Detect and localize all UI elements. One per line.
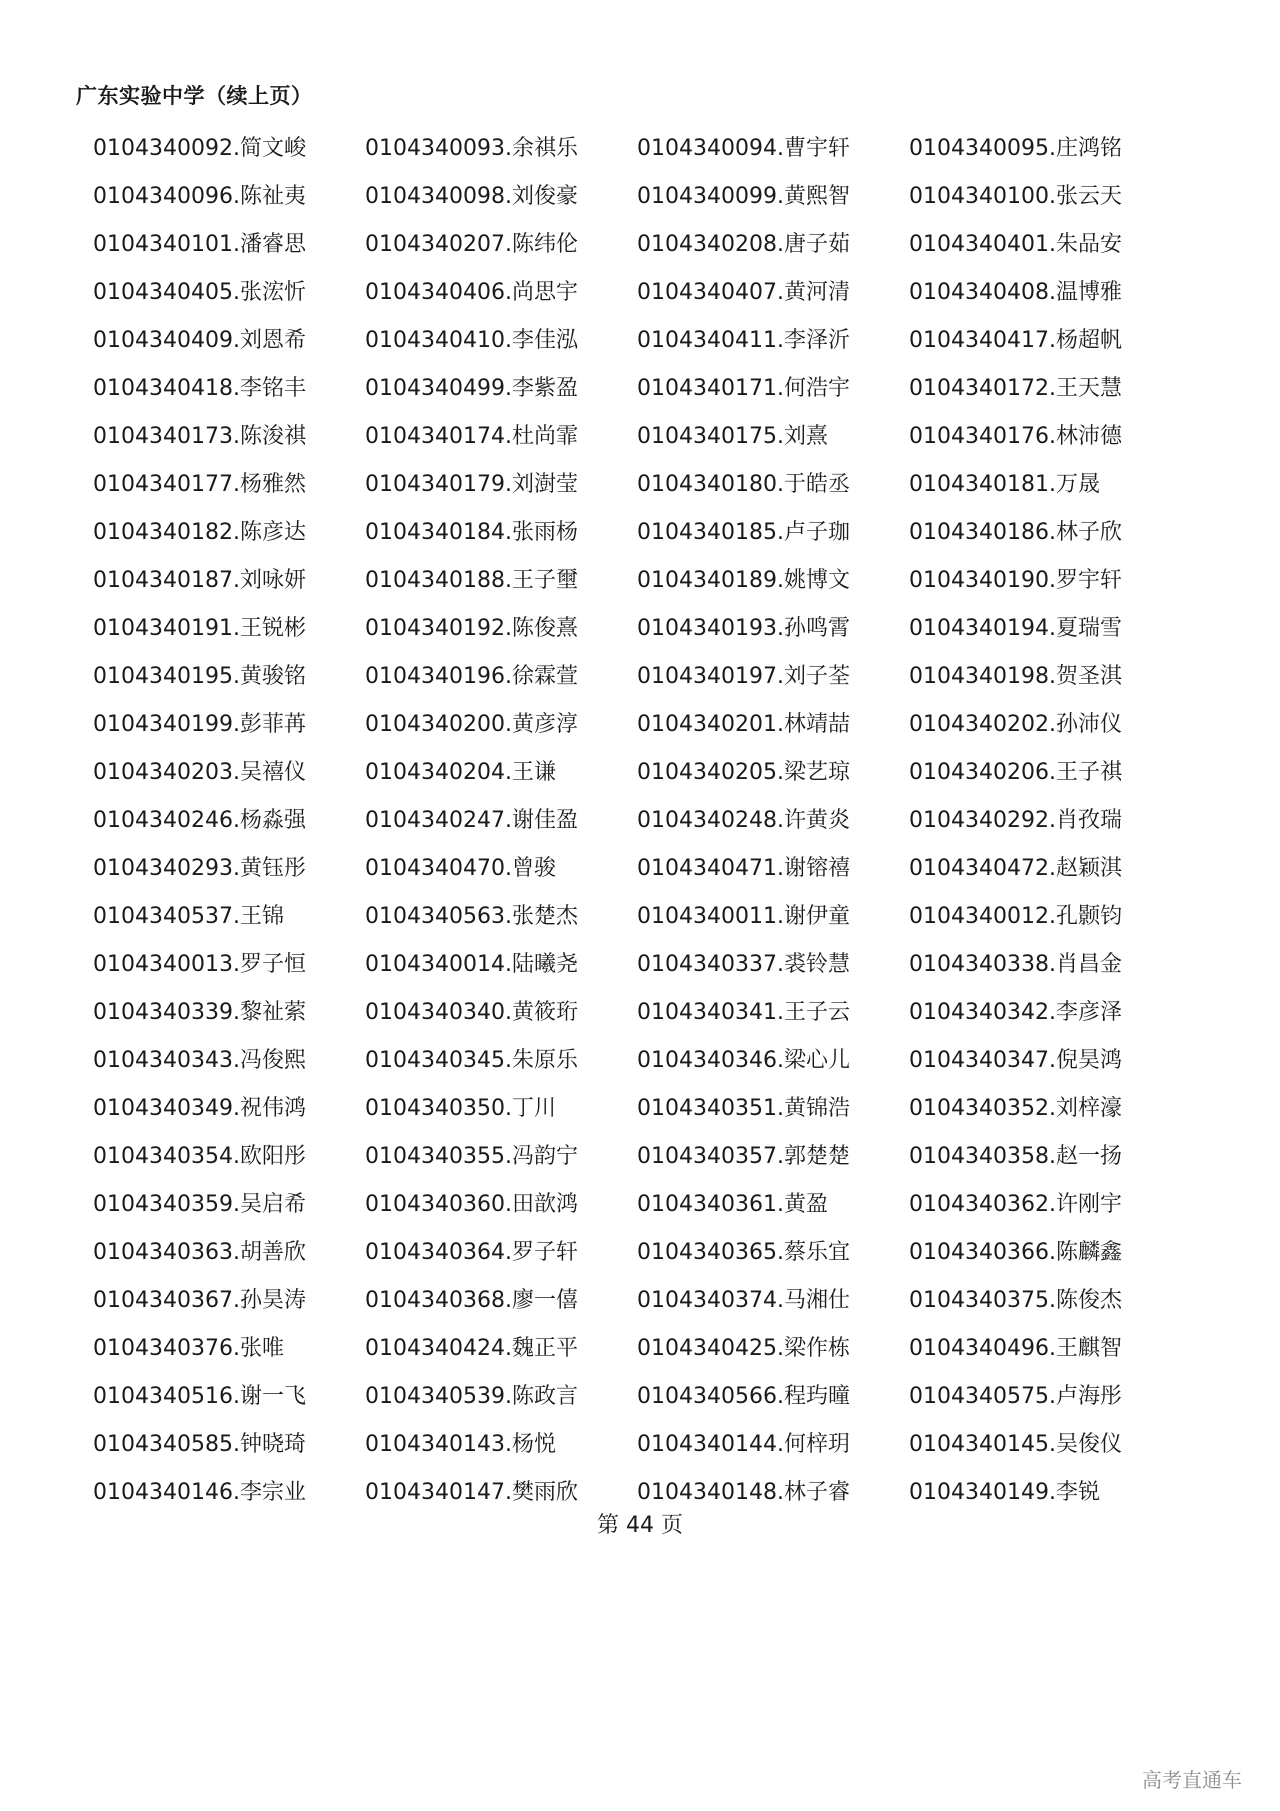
list-item: 0104340338.肖昌金 bbox=[909, 951, 1122, 977]
list-item: 0104340367.孙昊涛 bbox=[93, 1287, 306, 1313]
list-item: 0104340470.曾骏 bbox=[365, 855, 556, 881]
list-item: 0104340012.孔颢钧 bbox=[909, 903, 1122, 929]
list-item: 0104340143.杨悦 bbox=[365, 1431, 556, 1457]
list-item: 0104340516.谢一飞 bbox=[93, 1383, 306, 1409]
list-item: 0104340187.刘咏妍 bbox=[93, 567, 306, 593]
list-item: 0104340425.梁作栋 bbox=[637, 1335, 850, 1361]
list-item: 0104340100.张云天 bbox=[909, 183, 1122, 209]
list-item: 0104340496.王麒智 bbox=[909, 1335, 1122, 1361]
list-item: 0104340189.姚博文 bbox=[637, 567, 850, 593]
list-item: 0104340014.陆曦尧 bbox=[365, 951, 578, 977]
list-item: 0104340354.欧阳彤 bbox=[93, 1143, 306, 1169]
list-item: 0104340351.黄锦浩 bbox=[637, 1095, 850, 1121]
list-item: 0104340207.陈纬伦 bbox=[365, 231, 578, 257]
list-item: 0104340401.朱品安 bbox=[909, 231, 1122, 257]
list-item: 0104340365.蔡乐宜 bbox=[637, 1239, 850, 1265]
list-item: 0104340176.林沛德 bbox=[909, 423, 1122, 449]
list-item: 0104340203.吴禧仪 bbox=[93, 759, 306, 785]
list-item: 0104340147.樊雨欣 bbox=[365, 1479, 578, 1505]
list-item: 0104340172.王天慧 bbox=[909, 375, 1122, 401]
page-number: 第 44 页 bbox=[597, 1513, 683, 1538]
list-item: 0104340347.倪昊鸿 bbox=[909, 1047, 1122, 1073]
list-item: 0104340566.程玙曈 bbox=[637, 1383, 850, 1409]
list-item: 0104340192.陈俊熹 bbox=[365, 615, 578, 641]
section-heading: 广东实验中学（续上页） bbox=[76, 84, 313, 108]
list-item: 0104340186.林子欣 bbox=[909, 519, 1122, 545]
list-item: 0104340424.魏正平 bbox=[365, 1335, 578, 1361]
list-item: 0104340247.谢佳盈 bbox=[365, 807, 578, 833]
list-item: 0104340177.杨雅然 bbox=[93, 471, 306, 497]
list-item: 0104340013.罗子恒 bbox=[93, 951, 306, 977]
list-item: 0104340417.杨超帆 bbox=[909, 327, 1122, 353]
list-item: 0104340408.温博雅 bbox=[909, 279, 1122, 305]
list-item: 0104340292.肖孜瑞 bbox=[909, 807, 1122, 833]
list-item: 0104340188.王子壐 bbox=[365, 567, 578, 593]
list-item: 0104340200.黄彦淳 bbox=[365, 711, 578, 737]
list-item: 0104340092.简文峻 bbox=[93, 135, 306, 161]
list-item: 0104340358.赵一扬 bbox=[909, 1143, 1122, 1169]
list-item: 0104340191.王锐彬 bbox=[93, 615, 306, 641]
list-item: 0104340179.刘澍莹 bbox=[365, 471, 578, 497]
list-item: 0104340196.徐霖萱 bbox=[365, 663, 578, 689]
list-item: 0104340175.刘熹 bbox=[637, 423, 828, 449]
list-item: 0104340208.唐子茹 bbox=[637, 231, 850, 257]
list-item: 0104340368.廖一僖 bbox=[365, 1287, 578, 1313]
list-item: 0104340575.卢海彤 bbox=[909, 1383, 1122, 1409]
list-item: 0104340359.吴启希 bbox=[93, 1191, 306, 1217]
list-item: 0104340341.王子云 bbox=[637, 999, 850, 1025]
list-item: 0104340375.陈俊杰 bbox=[909, 1287, 1122, 1313]
list-item: 0104340406.尚思宇 bbox=[365, 279, 578, 305]
list-item: 0104340357.郭楚楚 bbox=[637, 1143, 850, 1169]
list-item: 0104340405.张浤忻 bbox=[93, 279, 306, 305]
list-item: 0104340345.朱原乐 bbox=[365, 1047, 578, 1073]
list-item: 0104340352.刘梓濠 bbox=[909, 1095, 1122, 1121]
list-item: 0104340180.于皓丞 bbox=[637, 471, 850, 497]
list-item: 0104340376.张唯 bbox=[93, 1335, 284, 1361]
list-item: 0104340190.罗宇轩 bbox=[909, 567, 1122, 593]
list-item: 0104340144.何梓玥 bbox=[637, 1431, 850, 1457]
list-item: 0104340364.罗子轩 bbox=[365, 1239, 578, 1265]
list-item: 0104340374.马湘仕 bbox=[637, 1287, 850, 1313]
list-item: 0104340182.陈彦达 bbox=[93, 519, 306, 545]
list-item: 0104340349.祝伟鸿 bbox=[93, 1095, 306, 1121]
list-item: 0104340185.卢子珈 bbox=[637, 519, 850, 545]
list-item: 0104340206.王子祺 bbox=[909, 759, 1122, 785]
list-item: 0104340201.林靖喆 bbox=[637, 711, 850, 737]
list-item: 0104340181.万晟 bbox=[909, 471, 1100, 497]
list-item: 0104340171.何浩宇 bbox=[637, 375, 850, 401]
list-item: 0104340585.钟晓琦 bbox=[93, 1431, 306, 1457]
list-item: 0104340199.彭菲苒 bbox=[93, 711, 306, 737]
list-item: 0104340539.陈政言 bbox=[365, 1383, 578, 1409]
watermark: 高考直通车 bbox=[1142, 1768, 1242, 1792]
list-item: 0104340339.黎祉萦 bbox=[93, 999, 306, 1025]
list-item: 0104340093.余祺乐 bbox=[365, 135, 578, 161]
list-item: 0104340148.林子睿 bbox=[637, 1479, 850, 1505]
list-item: 0104340195.黄骏铭 bbox=[93, 663, 306, 689]
list-item: 0104340149.李锐 bbox=[909, 1479, 1100, 1505]
list-item: 0104340202.孙沛仪 bbox=[909, 711, 1122, 737]
list-item: 0104340198.贺圣淇 bbox=[909, 663, 1122, 689]
list-item: 0104340293.黄钰彤 bbox=[93, 855, 306, 881]
list-item: 0104340471.谢镕禧 bbox=[637, 855, 850, 881]
list-item: 0104340360.田歆鸿 bbox=[365, 1191, 578, 1217]
list-item: 0104340095.庄鸿铭 bbox=[909, 135, 1122, 161]
list-item: 0104340204.王谦 bbox=[365, 759, 556, 785]
list-item: 0104340362.许刚宇 bbox=[909, 1191, 1122, 1217]
list-item: 0104340173.陈浚祺 bbox=[93, 423, 306, 449]
list-item: 0104340248.许黄炎 bbox=[637, 807, 850, 833]
list-item: 0104340563.张楚杰 bbox=[365, 903, 578, 929]
list-item: 0104340343.冯俊熙 bbox=[93, 1047, 306, 1073]
list-item: 0104340411.李泽沂 bbox=[637, 327, 850, 353]
list-item: 0104340094.曹宇轩 bbox=[637, 135, 850, 161]
list-item: 0104340407.黄河清 bbox=[637, 279, 850, 305]
list-item: 0104340499.李紫盈 bbox=[365, 375, 578, 401]
student-list bbox=[93, 122, 1193, 1514]
list-item: 0104340366.陈麟鑫 bbox=[909, 1239, 1122, 1265]
list-item: 0104340096.陈祉夷 bbox=[93, 183, 306, 209]
list-item: 0104340194.夏瑞雪 bbox=[909, 615, 1122, 641]
list-item: 0104340363.胡善欣 bbox=[93, 1239, 306, 1265]
list-item: 0104340472.赵颖淇 bbox=[909, 855, 1122, 881]
list-item: 0104340340.黄筱珩 bbox=[365, 999, 578, 1025]
list-item: 0104340342.李彦泽 bbox=[909, 999, 1122, 1025]
list-item: 0104340410.李佳泓 bbox=[365, 327, 578, 353]
list-item: 0104340193.孙鸣霄 bbox=[637, 615, 850, 641]
list-item: 0104340205.梁艺琼 bbox=[637, 759, 850, 785]
list-item: 0104340418.李铭丰 bbox=[93, 375, 306, 401]
list-item: 0104340537.王锦 bbox=[93, 903, 284, 929]
list-item: 0104340355.冯韵宁 bbox=[365, 1143, 578, 1169]
list-item: 0104340337.裘铃慧 bbox=[637, 951, 850, 977]
list-item: 0104340145.吴俊仪 bbox=[909, 1431, 1122, 1457]
list-item: 0104340011.谢伊童 bbox=[637, 903, 850, 929]
list-item: 0104340197.刘子荃 bbox=[637, 663, 850, 689]
list-item: 0104340246.杨淼强 bbox=[93, 807, 306, 833]
list-item: 0104340098.刘俊豪 bbox=[365, 183, 578, 209]
list-item: 0104340184.张雨杨 bbox=[365, 519, 578, 545]
list-item: 0104340099.黄熙智 bbox=[637, 183, 850, 209]
list-item: 0104340409.刘恩希 bbox=[93, 327, 306, 353]
list-item: 0104340346.梁心儿 bbox=[637, 1047, 850, 1073]
list-item: 0104340174.杜尚霏 bbox=[365, 423, 578, 449]
list-item: 0104340146.李宗业 bbox=[93, 1479, 306, 1505]
list-item: 0104340101.潘睿思 bbox=[93, 231, 306, 257]
list-item: 0104340350.丁川 bbox=[365, 1095, 556, 1121]
list-item: 0104340361.黄盈 bbox=[637, 1191, 828, 1217]
